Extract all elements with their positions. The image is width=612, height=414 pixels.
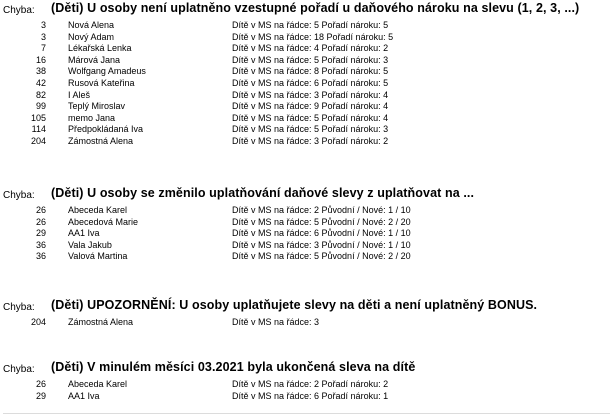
row-detail: Dítě v MS na řádce: 18 Pořadí nároku: 5 — [232, 31, 394, 42]
error-section — [0, 359, 612, 402]
row-detail: Dítě v MS na řádce: 6 Pořadí nároku: 1 — [232, 390, 389, 401]
error-title: (Děti) V minulém měsíci 03.2021 byla ukončená sleva na dítě — [51, 360, 416, 374]
person-name: Valová Martina — [68, 251, 128, 262]
person-name: AA1 Iva — [68, 390, 100, 401]
person-name: Nová Alena — [68, 20, 115, 30]
report-row — [0, 317, 612, 329]
row-detail: Dítě v MS na řádce: 5 Pořadí nároku: 3 — [232, 54, 389, 65]
report-row — [0, 124, 612, 136]
row-number: 82 — [35, 89, 46, 100]
row-detail: Dítě v MS na řádce: 3 Pořadí nároku: 4 — [232, 89, 389, 100]
section-header — [0, 297, 612, 317]
report-row — [0, 228, 612, 240]
error-title: (Děti) U osoby se změnilo uplatňování daňové slevy z uplatňovat na ... — [51, 186, 475, 200]
report-row — [0, 55, 612, 67]
row-detail: Dítě v MS na řádce: 5 Pořadí nároku: 3 — [232, 124, 389, 135]
row-number: 204 — [30, 317, 46, 327]
row-detail: Dítě v MS na řádce: 4 Pořadí nároku: 2 — [232, 43, 389, 54]
report-row — [0, 20, 612, 32]
person-name: Vala Jakub — [68, 239, 112, 250]
person-name: Wolfgang Amadeus — [68, 66, 146, 77]
row-detail: Dítě v MS na řádce: 2 Původní / Nové: 1 / 10 — [232, 205, 411, 215]
report-row — [0, 101, 612, 113]
person-name: Teplý Miroslav — [68, 101, 126, 112]
row-detail: Dítě v MS na řádce: 3 — [232, 317, 320, 327]
error-label: Chyba: — [3, 364, 35, 375]
section-header — [0, 0, 612, 20]
row-number: 26 — [35, 379, 46, 389]
report-row — [0, 78, 612, 90]
person-name: Nový Adam — [68, 31, 115, 42]
person-name: Márová Jana — [68, 54, 121, 65]
row-number: 42 — [35, 77, 46, 88]
report-row — [0, 113, 612, 125]
error-label: Chyba: — [3, 5, 35, 16]
row-number: 99 — [35, 101, 46, 112]
row-detail: Dítě v MS na řádce: 3 Původní / Nové: 1 / 10 — [232, 239, 411, 250]
row-number: 26 — [35, 216, 46, 227]
row-detail: Dítě v MS na řádce: 2 Pořadí nároku: 2 — [232, 379, 389, 389]
row-number: 16 — [35, 54, 46, 65]
report-row — [0, 251, 612, 263]
row-detail: Dítě v MS na řádce: 6 Původní / Nové: 1 / 10 — [232, 228, 411, 239]
row-detail: Dítě v MS na řádce: 6 Pořadí nároku: 5 — [232, 77, 389, 88]
report-row — [0, 217, 612, 229]
section-header — [0, 359, 612, 379]
error-title: (Děti) UPOZORNĚNÍ: U osoby uplatňujete slevy na děti a není uplatněný BONUS. — [51, 298, 538, 312]
report-row — [0, 66, 612, 78]
row-detail: Dítě v MS na řádce: 5 Pořadí nároku: 4 — [232, 112, 389, 123]
person-name: AA1 Iva — [68, 228, 100, 239]
person-name: Rusová Kateřina — [68, 77, 135, 88]
row-detail: Dítě v MS na řádce: 5 Původní / Nové: 2 / 20 — [232, 216, 411, 227]
row-number: 3 — [40, 20, 46, 30]
section-header — [0, 185, 612, 205]
error-section — [0, 185, 612, 263]
report-row — [0, 391, 612, 403]
row-detail: Dítě v MS na řádce: 8 Pořadí nároku: 5 — [232, 66, 389, 77]
row-number: 105 — [30, 112, 46, 123]
error-section — [0, 0, 612, 148]
row-detail: Dítě v MS na řádce: 5 Pořadí nároku: 5 — [232, 20, 389, 30]
person-name: Abeceda Karel — [68, 205, 128, 215]
person-name: Předpokládaná Iva — [68, 124, 144, 135]
person-name: Zámostná Alena — [68, 317, 134, 327]
row-detail: Dítě v MS na řádce: 5 Původní / Nové: 2 / 20 — [232, 251, 411, 262]
row-detail: Dítě v MS na řádce: 9 Pořadí nároku: 4 — [232, 101, 389, 112]
row-number: 204 — [30, 135, 46, 146]
error-section — [0, 297, 612, 329]
report-row — [0, 240, 612, 252]
person-name: Abecedová Marie — [68, 216, 139, 227]
row-number: 38 — [35, 66, 46, 77]
error-label: Chyba: — [3, 190, 35, 201]
report-row — [0, 136, 612, 148]
row-number: 29 — [35, 390, 46, 401]
report-row — [0, 90, 612, 102]
error-label: Chyba: — [3, 302, 35, 313]
row-number: 7 — [40, 43, 46, 54]
report-row — [0, 32, 612, 44]
error-title: (Děti) U osoby není uplatněno vzestupné pořadí u daňového nároku na slevu (1, 2, 3, ...) — [51, 1, 580, 15]
person-name: I Aleš — [68, 89, 91, 100]
row-number: 29 — [35, 228, 46, 239]
row-number: 26 — [35, 205, 46, 215]
row-number: 36 — [35, 251, 46, 262]
person-name: Zámostná Alena — [68, 135, 134, 146]
row-number: 36 — [35, 239, 46, 250]
report-row — [0, 379, 612, 391]
row-number: 114 — [31, 124, 46, 135]
person-name: Abeceda Karel — [68, 379, 128, 389]
person-name: memo Jana — [68, 112, 116, 123]
report-row — [0, 205, 612, 217]
row-detail: Dítě v MS na řádce: 3 Pořadí nároku: 2 — [232, 135, 389, 146]
row-number: 3 — [40, 31, 46, 42]
person-name: Lékařská Lenka — [68, 43, 132, 54]
report-row — [0, 43, 612, 55]
